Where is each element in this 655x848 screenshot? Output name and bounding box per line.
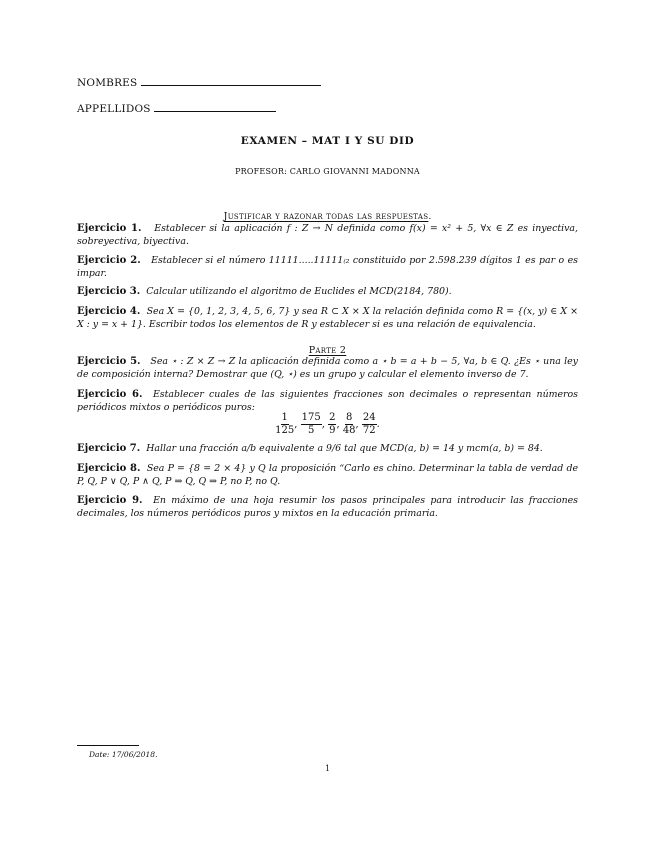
apellidos-label: APPELLIDOS — [77, 103, 151, 115]
exercise-2 — [77, 255, 578, 280]
nombres-row — [77, 77, 321, 89]
exercise-label: Ejercicio 6. — [77, 389, 143, 400]
exercise-5 — [77, 356, 578, 381]
part-2-heading — [0, 338, 655, 357]
exercise-text: Establecer cuales de las siguientes fracciones son decimales o representan números periódicos mixtos o periódicos puros: — [77, 389, 578, 413]
exercise-text: Hallar una fracción a/b equivalente a 9/6 tal que MCD(a, b) = 14 y mcm(a, b) = 84. — [146, 443, 543, 454]
fraction-numerator: 175 — [301, 412, 321, 423]
exercise-3 — [77, 286, 578, 299]
fraction — [275, 412, 294, 437]
fraction — [301, 412, 322, 437]
fraction — [343, 412, 356, 437]
exercise-text: Sea X = {0, 1, 2, 3, 4, 5, 6, 7} y sea R ⊂ X × X la relación definida como R = {(x, y) ∈ X × X : y = x + 1}. Escribir todos los elementos de R y establecer si es una relación de equivalencia. — [77, 306, 578, 330]
apellidos-blank — [154, 110, 276, 112]
exercise-7 — [77, 443, 578, 456]
fraction-denominator: 125 — [275, 425, 295, 436]
exercise-text: Sea ⋆ : Z × Z → Z la aplicación definida como a ⋆ b = a + b − 5, ∀a, b ∈ Q. ¿Es ⋆ una ley de composición interna? Demostrar que (Q, ⋆) es un grupo y calcular el elemento inverso de 7. — [77, 356, 578, 380]
fraction — [328, 412, 336, 437]
exercise-6 — [77, 389, 578, 414]
fraction — [362, 412, 377, 437]
fraction-numerator: 24 — [362, 412, 376, 423]
exercise-label: Ejercicio 4. — [77, 306, 141, 317]
exercise-8 — [77, 463, 578, 488]
exercise-text: En máximo de una hoja resumir los pasos principales para introducir las fracciones decimales, los números periódicos puros y mixtos en la educación primaria. — [77, 495, 578, 519]
exercise-label: Ejercicio 7. — [77, 443, 141, 454]
exercise-label: Ejercicio 9. — [77, 495, 143, 506]
nombres-label: NOMBRES — [77, 77, 138, 89]
instruction: Justificar y razonar todas las respuestas — [223, 211, 429, 222]
fraction-numerator: 1 — [281, 412, 288, 423]
fraction-denominator: 72 — [362, 425, 376, 436]
apellidos-row — [77, 103, 276, 115]
fraction-numerator: 2 — [329, 412, 336, 423]
exercise-label: Ejercicio 1. — [77, 223, 142, 234]
exercise-text: Establecer si la aplicación f : Z → N definida como f(x) = x² + 5, ∀x ∈ Z es inyectiva, sobreyectiva, biyectiva. — [77, 223, 578, 247]
exam-title: EXAMEN – MAT I Y SU DID — [240, 135, 415, 147]
fractions-display: $\frac{1}{125}$ , $\frac{175}{5}$ , $\frac{2}{9}$ , $\frac{8}{48}$ , $\frac{24}{72}$ . — [275, 412, 380, 436]
exercise-label: Ejercicio 3. — [77, 286, 141, 297]
fraction-denominator: 9 — [329, 425, 336, 436]
footnote-rule — [77, 745, 139, 746]
nombres-blank — [141, 84, 321, 86]
professor-line: PROFESOR: CARLO GIOVANNI MADONNA — [235, 167, 420, 176]
part-2-title: Parte 2 — [308, 345, 347, 356]
exercise-text: Sea P = {8 = 2 × 4} y Q la proposición “Carlo es chino. Determinar la tabla de verdad de P, Q, P ∨ Q, P ∧ Q, P ⇒ Q, Q ⇒ P, no P, no Q. — [77, 463, 579, 487]
instruction-line — [0, 204, 655, 223]
page-number: 1 — [324, 764, 331, 773]
exercise-text: Calcular utilizando el algoritmo de Euclides el MCD(2184, 780). — [146, 286, 452, 297]
exercise-label: Ejercicio 2. — [77, 255, 141, 266]
fraction-denominator: 5 — [307, 425, 315, 436]
fraction-numerator: 8 — [345, 412, 353, 423]
exercise-4 — [77, 306, 578, 331]
exercise-label: Ejercicio 8. — [77, 463, 141, 474]
exercise-9 — [77, 495, 578, 520]
instruction-period: . — [428, 211, 432, 222]
fraction-denominator: 48 — [342, 425, 356, 436]
exercise-label: Ejercicio 5. — [77, 356, 141, 367]
exercise-text: Establecer si el número 11111.....11111₍₂ constituido por 2.598.239 dígitos 1 es par o es impar. — [77, 255, 578, 279]
exercise-1 — [77, 223, 578, 248]
footnote-date: Date: 17/06/2018. — [89, 750, 158, 759]
